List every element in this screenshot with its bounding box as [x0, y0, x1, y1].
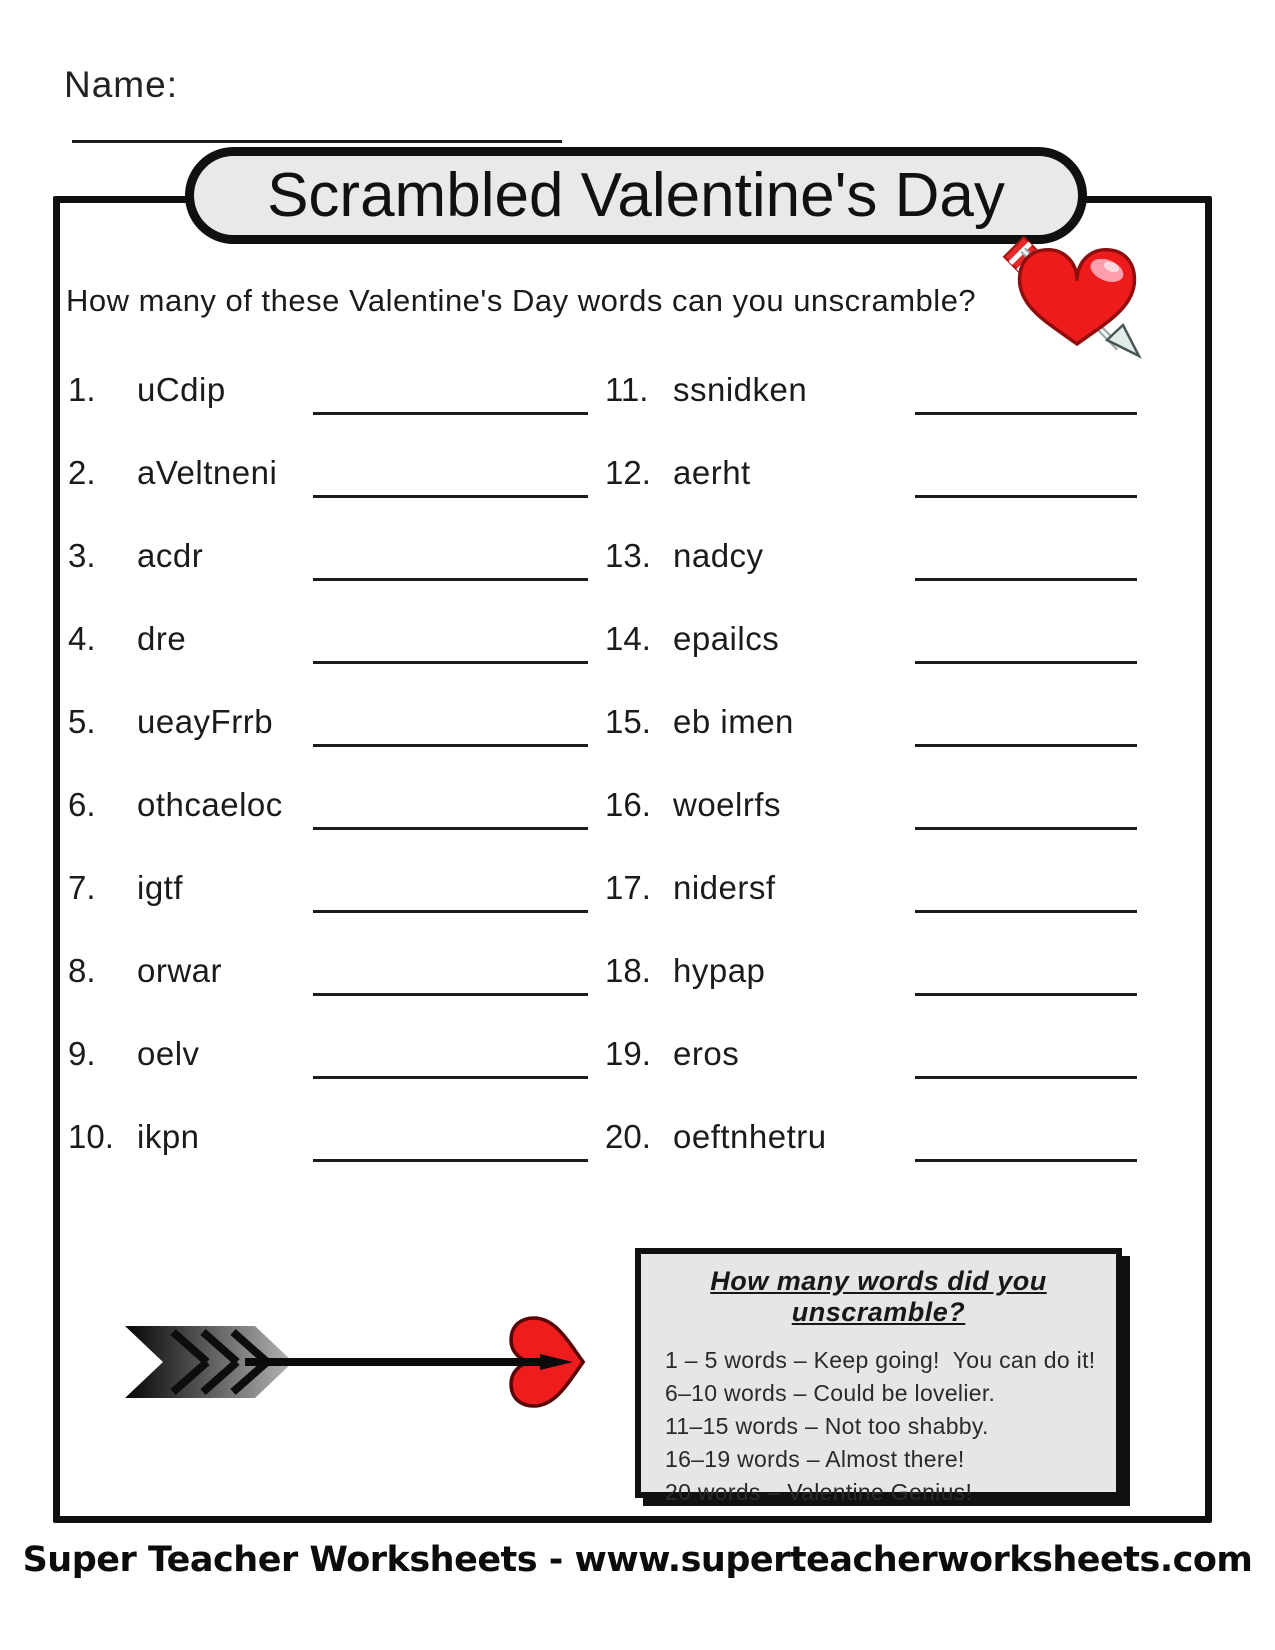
word-number: 1.	[68, 371, 96, 408]
heart-arrow-icon	[993, 236, 1145, 366]
word-number: 3.	[68, 537, 96, 574]
answer-blank-line[interactable]	[313, 1102, 588, 1162]
answer-blank-line[interactable]	[313, 687, 588, 747]
word-row	[68, 438, 628, 521]
word-row	[605, 521, 1155, 604]
score-line: 6–10 words – Could be lovelier.	[665, 1380, 996, 1406]
scrambled-word: othcaeloc	[137, 786, 283, 823]
word-row	[68, 770, 628, 853]
scrambled-word: eb imen	[673, 703, 794, 740]
word-row	[68, 936, 628, 1019]
scrambled-word: ikpn	[137, 1118, 200, 1155]
scrambled-word: ssnidken	[673, 371, 808, 408]
word-row	[605, 936, 1155, 1019]
score-box	[635, 1248, 1122, 1505]
word-row	[68, 521, 628, 604]
answer-blank-line[interactable]	[313, 936, 588, 996]
answer-blank-line[interactable]	[915, 521, 1137, 581]
word-number: 5.	[68, 703, 96, 740]
word-number: 11.	[605, 371, 649, 408]
word-row	[68, 853, 628, 936]
scrambled-word: woelrfs	[673, 786, 782, 823]
word-row	[605, 438, 1155, 521]
answer-blank-line[interactable]	[313, 604, 588, 664]
score-box-lines	[641, 1344, 1116, 1509]
word-row	[68, 355, 628, 438]
scrambled-word: uCdip	[137, 371, 226, 408]
page-title: Scrambled Valentine's Day	[267, 161, 1005, 230]
word-row	[605, 1019, 1155, 1102]
scrambled-word: oeftnhetru	[673, 1118, 827, 1155]
scrambled-word: nidersf	[673, 869, 776, 906]
answer-blank-line[interactable]	[915, 853, 1137, 913]
answer-blank-line[interactable]	[915, 604, 1137, 664]
word-number: 8.	[68, 952, 96, 989]
word-row	[68, 1102, 628, 1185]
word-row	[605, 687, 1155, 770]
word-row	[68, 1019, 628, 1102]
scrambled-word: dre	[137, 620, 187, 657]
score-line: 1 – 5 words – Keep going! You can do it!	[665, 1347, 1096, 1373]
scrambled-word: acdr	[137, 537, 204, 574]
scrambled-word: oelv	[137, 1035, 200, 1072]
score-line: 16–19 words – Almost there!	[665, 1446, 965, 1472]
word-number: 16.	[605, 786, 651, 823]
answer-blank-line[interactable]	[313, 853, 588, 913]
scrambled-word: ueayFrrb	[137, 703, 274, 740]
scrambled-word: eros	[673, 1035, 740, 1072]
word-number: 4.	[68, 620, 96, 657]
score-box-title: How many words did you unscramble?	[710, 1266, 1047, 1327]
scrambled-word: igtf	[137, 869, 184, 906]
answer-blank-line[interactable]	[915, 770, 1137, 830]
answer-blank-line[interactable]	[915, 1019, 1137, 1079]
word-number: 18.	[605, 952, 651, 989]
answer-blank-line[interactable]	[313, 438, 588, 498]
score-line: 20 words – Valentine Genius!	[665, 1479, 973, 1505]
word-number: 19.	[605, 1035, 651, 1072]
scrambled-word: epailcs	[673, 620, 780, 657]
scrambled-word: orwar	[137, 952, 223, 989]
word-number: 13.	[605, 537, 651, 574]
scrambled-word: aerht	[673, 454, 751, 491]
word-number: 12.	[605, 454, 651, 491]
word-list-left	[68, 355, 628, 1185]
word-row	[605, 853, 1155, 936]
name-row	[64, 64, 664, 148]
word-list-right	[605, 355, 1155, 1185]
instruction-text: How many of these Valentine's Day words can you unscramble?	[66, 283, 977, 318]
footer-credit: Super Teacher Worksheets - www.superteacherworksheets.com	[22, 1540, 1253, 1580]
word-number: 2.	[68, 454, 96, 491]
scrambled-word: aVeltneni	[137, 454, 278, 491]
word-number: 10.	[68, 1118, 114, 1155]
answer-blank-line[interactable]	[915, 936, 1137, 996]
word-row	[605, 770, 1155, 853]
word-number: 14.	[605, 620, 651, 657]
answer-blank-line[interactable]	[313, 770, 588, 830]
answer-blank-line[interactable]	[313, 355, 588, 415]
word-row	[605, 355, 1155, 438]
name-blank-line[interactable]	[72, 106, 562, 143]
word-row	[605, 1102, 1155, 1185]
word-number: 17.	[605, 869, 651, 906]
name-label: Name:	[64, 64, 178, 105]
answer-blank-line[interactable]	[915, 687, 1137, 747]
word-number: 15.	[605, 703, 651, 740]
answer-blank-line[interactable]	[313, 521, 588, 581]
word-number: 6.	[68, 786, 96, 823]
word-number: 7.	[68, 869, 96, 906]
scrambled-word: hypap	[673, 952, 766, 989]
word-number: 20.	[605, 1118, 651, 1155]
answer-blank-line[interactable]	[313, 1019, 588, 1079]
arrow-heart-icon	[95, 1300, 595, 1412]
word-number: 9.	[68, 1035, 96, 1072]
word-row	[68, 687, 628, 770]
word-row	[68, 604, 628, 687]
answer-blank-line[interactable]	[915, 438, 1137, 498]
title-banner	[185, 147, 1087, 244]
answer-blank-line[interactable]	[915, 1102, 1137, 1162]
scrambled-word: nadcy	[673, 537, 764, 574]
score-line: 11–15 words – Not too shabby.	[665, 1413, 989, 1439]
word-row	[605, 604, 1155, 687]
